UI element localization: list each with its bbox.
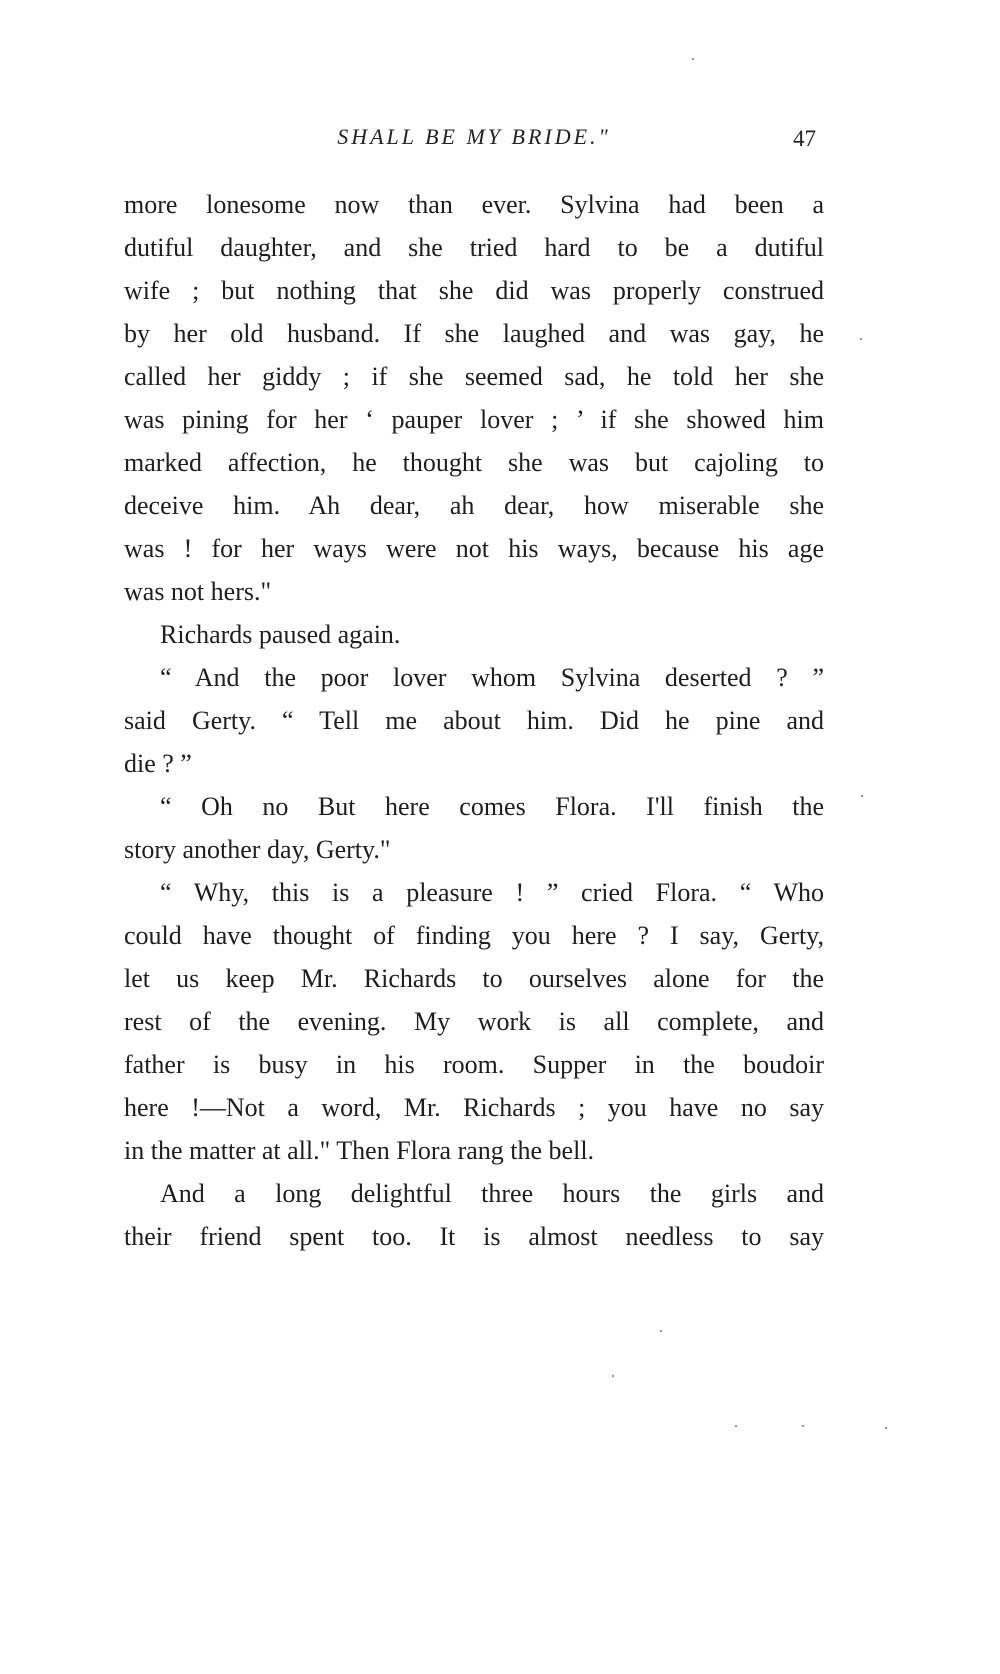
- scan-speck: [660, 1330, 662, 1332]
- scan-speck: [861, 795, 863, 797]
- scan-speck: [802, 1425, 804, 1427]
- text-line: was not hers.": [124, 577, 272, 606]
- paragraph-line: “ And the poor lover whom Sylvina deserted ? ”: [160, 663, 824, 692]
- running-head: [124, 124, 824, 160]
- text-line: father is busy in his room. Supper in the boudoir: [124, 1050, 824, 1079]
- text-line: was pining for her ‘ pauper lover ; ’ if she showed him: [124, 405, 824, 434]
- text-line: by her old husband. If she laughed and was gay, he: [124, 319, 824, 348]
- text-line: said Gerty. “ Tell me about him. Did he pine and: [124, 706, 824, 735]
- text-line: their friend spent too. It is almost needless to say: [124, 1222, 824, 1251]
- text-line: let us keep Mr. Richards to ourselves alone for the: [124, 964, 824, 993]
- scan-speck: [735, 1425, 737, 1427]
- text-line: wife ; but nothing that she did was properly construed: [124, 276, 824, 305]
- text-line: story another day, Gerty.": [124, 835, 391, 864]
- text-line: die ? ”: [124, 749, 192, 778]
- text-line: here !—Not a word, Mr. Richards ; you have no say: [124, 1093, 824, 1122]
- running-title: SHALL BE MY BRIDE.": [337, 124, 611, 149]
- paragraph-line: Richards paused again.: [160, 620, 401, 649]
- paragraph-line: “ Oh no But here comes Flora. I'll finish the: [160, 792, 824, 821]
- text-line: called her giddy ; if she seemed sad, he told her she: [124, 362, 824, 391]
- text-line: dutiful daughter, and she tried hard to be a dutiful: [124, 233, 824, 262]
- text-line: in the matter at all." Then Flora rang the bell.: [124, 1136, 595, 1165]
- text-line: rest of the evening. My work is all complete, and: [124, 1007, 824, 1036]
- text-line: deceive him. Ah dear, ah dear, how miserable she: [124, 491, 824, 520]
- text-line: was ! for her ways were not his ways, because his age: [124, 534, 824, 563]
- text-line: more lonesome now than ever. Sylvina had been a: [124, 190, 824, 219]
- text-line: could have thought of finding you here ? I say, Gerty,: [124, 921, 824, 950]
- paragraph-line: And a long delightful three hours the girls and: [160, 1179, 824, 1208]
- scan-speck: [885, 1427, 887, 1429]
- text-line: marked affection, he thought she was but cajoling to: [124, 448, 824, 477]
- scan-speck: [612, 1375, 614, 1377]
- scan-speck: [692, 58, 694, 60]
- paragraph-line: “ Why, this is a pleasure ! ” cried Flora. “ Who: [160, 878, 824, 907]
- scan-speck: [860, 338, 862, 340]
- page-number: 47: [793, 126, 816, 151]
- body-text: [124, 183, 824, 1258]
